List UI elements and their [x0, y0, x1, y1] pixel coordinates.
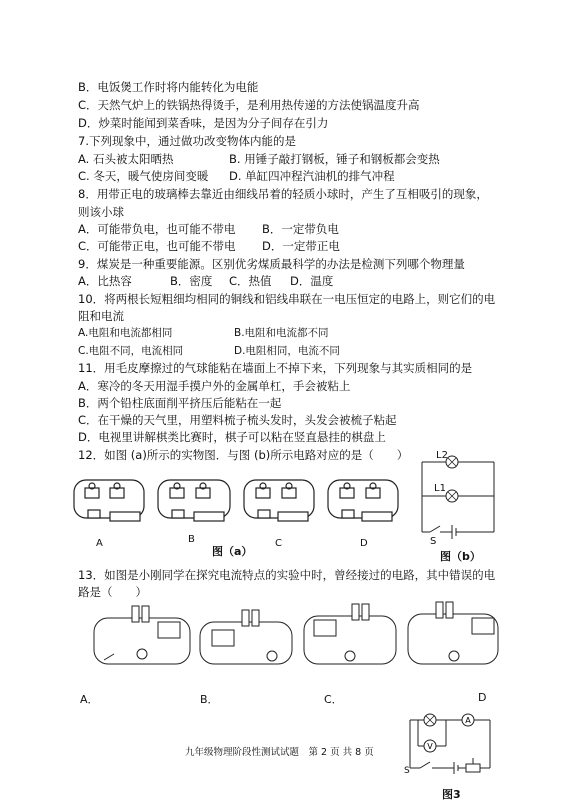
fig13-panel-b	[200, 610, 292, 664]
fig12a-panel-d	[328, 480, 398, 521]
q7-option-b: B. 用锤子敲打钢板，锤子和钢板都会变热	[229, 152, 440, 166]
fig12-label-b: B	[188, 534, 195, 545]
q8-option-c: C．可能带正电，也可能不带电	[78, 239, 236, 253]
question-10: 10．将两根长短粗细均相同的铜线和铝线串联在一电压恒定的电路上，则它们的电	[78, 292, 496, 306]
fig13-label-d: D	[478, 691, 487, 704]
fig12-label-d: D	[360, 538, 368, 549]
fig13-panel-c	[304, 604, 396, 664]
q11-option-c: C．在干燥的天气里，用塑料梳子梳头发时，头发会被梳子粘起	[78, 413, 397, 427]
fig12a-panel-b	[158, 480, 230, 521]
fig3-switch-label: S	[404, 766, 410, 776]
fig12a-panel-c	[244, 480, 314, 521]
fig13-label-a: A．	[80, 693, 99, 706]
q11-option-a: A．寒冷的冬天用湿手摸户外的金属单杠，手会被粘上	[78, 379, 351, 393]
q7-option-a: A. 石头被太阳晒热	[78, 152, 174, 166]
fig13-label-c: C．	[324, 693, 343, 706]
q9-option-a: A．比热容	[78, 274, 132, 288]
fig3-ammeter-label: A	[465, 716, 471, 725]
question-13: 13．如图是小刚同学在探究电流特点的实验中时，曾经接过的电路，其中错误的电	[78, 568, 496, 582]
question-12: 12．如图 (a)所示的实物图．与图 (b)所示电路对应的是（ ）	[78, 448, 409, 462]
q9-option-d: D．温度	[290, 274, 334, 288]
q8-option-b: B．一定带负电	[262, 222, 339, 236]
figure-3	[402, 712, 498, 782]
fig13-panel-a	[94, 606, 190, 664]
option-d-line: D．炒菜时能闻到菜香味，是因为分子间存在引力	[78, 116, 329, 130]
page-footer: 九年级物理阶段性测试试题 第 2 页 共 8 页	[185, 747, 374, 758]
fig12b-label-l2: L2	[436, 450, 448, 461]
figure-13	[92, 600, 502, 672]
figure-12b	[418, 452, 498, 542]
question-11: 11．用毛皮摩擦过的气球能粘在墙面上不掉下来，下列现象与其实质相同的是	[78, 361, 473, 375]
fig3-voltmeter-label: V	[427, 742, 433, 751]
fig12b-label-l1: L1	[434, 483, 446, 494]
q10-option-c: C.电阻不同，电流相同	[78, 345, 184, 357]
fig13-label-b: B．	[200, 693, 219, 706]
option-b-line: B．电饭煲工作时将内能转化为电能	[78, 80, 259, 94]
question-8-cont: 则该小球	[78, 205, 124, 219]
fig12a-panel-a	[74, 480, 144, 521]
question-13-cont: 路是（ ）	[78, 585, 147, 599]
q11-option-b: B．两个铅柱底面削平挤压后能粘在一起	[78, 396, 282, 410]
fig12b-caption: 图（b）	[440, 550, 481, 563]
q10-option-d: D.电阻相同，电流不同	[234, 345, 340, 357]
q10-option-b: B.电阻和电流都不同	[234, 327, 329, 339]
q9-option-b: B．密度	[170, 274, 213, 288]
q10-option-a: A.电阻和电流都相同	[78, 327, 173, 339]
fig12-label-a: A	[96, 538, 103, 549]
fig3-caption: 图3	[442, 788, 461, 801]
fig12-label-c: C	[275, 538, 282, 549]
question-7: 7.下列现象中，通过做功改变物体内能的是	[78, 134, 296, 148]
q9-option-c: C．热值	[229, 274, 272, 288]
figure-12a	[70, 466, 410, 546]
q7-option-c: C. 冬天，暖气使房间变暖	[78, 169, 209, 183]
q7-option-d: D. 单缸四冲程汽油机的排气冲程	[229, 169, 395, 183]
question-10-cont: 阻和电流	[78, 309, 124, 323]
q8-option-a: A．可能带负电，也可能不带电	[78, 222, 236, 236]
option-c-line: C．天然气炉上的铁锅热得烫手，是利用热传递的方法使锅温度升高	[78, 98, 420, 112]
question-8: 8．用带正电的玻璃棒去靠近由细线吊着的轻质小球时，产生了互相吸引的现象，	[78, 187, 488, 201]
q11-option-d: D．电视里讲解棋类比赛时，棋子可以粘在竖直悬挂的棋盘上	[78, 430, 386, 444]
fig13-panel-d	[408, 602, 498, 664]
fig12a-caption: 图（a）	[212, 545, 253, 558]
question-9: 9．煤炭是一种重要能源。区别优劣煤质最科学的办法是检测下列哪个物理量	[78, 257, 465, 271]
q8-option-d: D．一定带正电	[262, 239, 340, 253]
fig12b-label-s: S	[430, 536, 437, 547]
